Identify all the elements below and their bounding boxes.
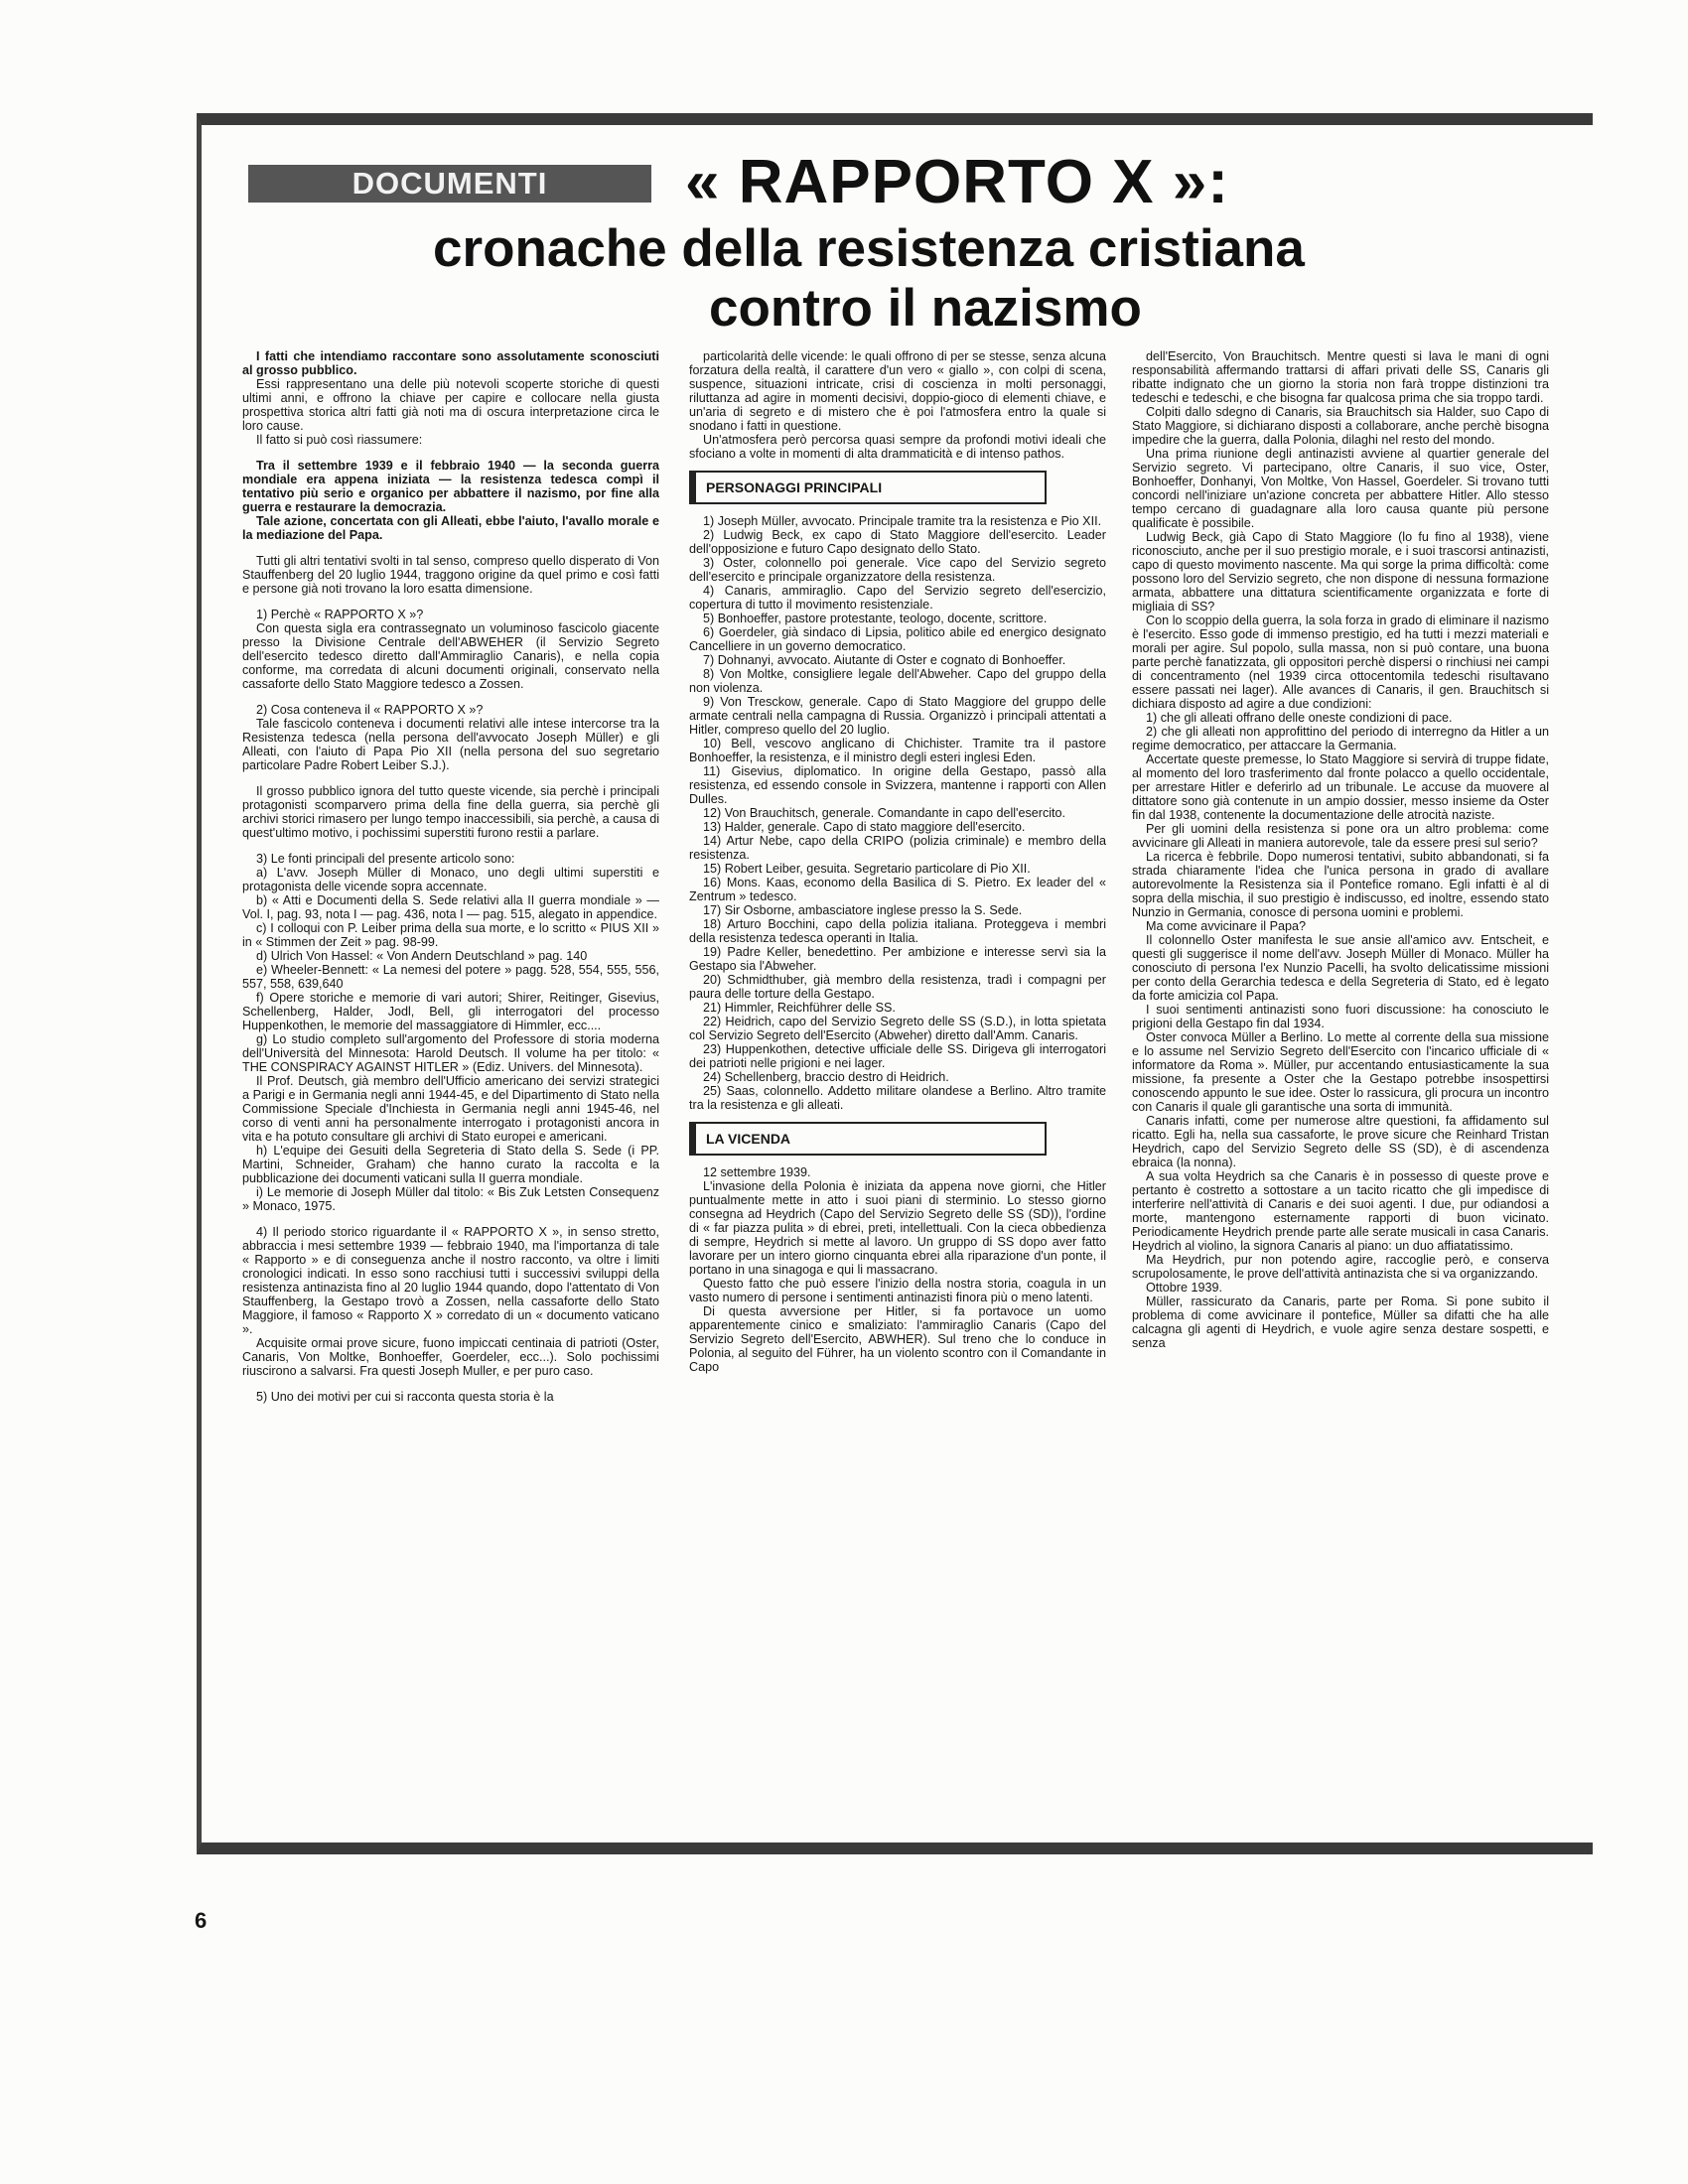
paragraph: Tale azione, concertata con gli Alleati, ebbe l'aiuto, l'avallo morale e la mediazione del Papa. xyxy=(242,514,659,542)
list-item: 2) Ludwig Beck, ex capo di Stato Maggiore dell'esercito. Leader dell'opposizione e futuro Capo designato dello Stato. xyxy=(689,528,1106,556)
paragraph: b) « Atti e Documenti della S. Sede relativi alla II guerra mondiale » — Vol. I, pag. 93, nota I — pag. 436, nota I — pag. 515, alegato in appendice. xyxy=(242,893,659,921)
list-item: 23) Huppenkothen, detective ufficiale delle SS. Dirigeva gli interrogatori dei patrioti nelle prigioni e nei lager. xyxy=(689,1042,1106,1070)
list-item: 6) Goerdeler, già sindaco di Lipsia, politico abile ed energico designato Cancelliere in un governo democratico. xyxy=(689,625,1106,653)
paragraph: Con lo scoppio della guerra, la sola forza in grado di eliminare il nazismo è l'esercito. Esso gode di immenso prestigio, ed ha tutti i mezzi materiali e morali per agire. Sul popolo, sulla massa, non si può contare, una buona parte perchè fanatizzata, gli oppositori perchè dispersi o rinchiusi nei campi di concentramento (nel 1939 circa ottocentomila tedeschi risultavano essere passati nei lager). Alle avances di Canaris, il gen. Brauchitsch si dichiara disposto ad agire a due condizioni: xyxy=(1132,614,1549,711)
paragraph: 3) Le fonti principali del presente articolo sono: xyxy=(256,852,515,866)
section-heading-personaggi: PERSONAGGI PRINCIPALI xyxy=(689,471,1047,504)
paragraph: Per gli uomini della resistenza si pone ora un altro problema: come avvicinare gli Alleati in maniera autorevole, tale da essere presi sul serio? xyxy=(1132,822,1549,850)
paragraph: e) Wheeler-Bennett: « La nemesi del potere » pagg. 528, 554, 555, 556, 557, 558, 639,640 xyxy=(242,963,659,991)
list-item: 16) Mons. Kaas, economo della Basilica di S. Pietro. Ex leader del « Zentrum » tedesco. xyxy=(689,876,1106,903)
article-title: « RAPPORTO X »: xyxy=(685,148,1229,216)
paragraph: Canaris infatti, come per numerose altre questioni, fa affidamento sul ricatto. Egli ha, nella sua cassaforte, le prove sicure che Reinhard Tristan Heydrich, capo del Servizio Segreto delle SS (SD), è di ascendenza ebraica (la nonna). xyxy=(1132,1114,1549,1169)
paragraph: A sua volta Heydrich sa che Canaris è in possesso di queste prove e pertanto è costretto a sottostare a un tacito ricatto che gli impedisce di interferire nell'attività di Canaris e dei suoi agenti. I due, pur odiandosi a morte, mantengono esternamente rapporti di buon vicinato. Periodicamente Heydrich prende parte alle serate musicali in casa Canaris. Heydrich al violino, la signora Canaris al piano: un duo affiatatissimo. xyxy=(1132,1169,1549,1253)
paragraph: 5) Uno dei motivi per cui si racconta questa storia è la xyxy=(256,1390,554,1404)
paragraph: Oster convoca Müller a Berlino. Lo mette al corrente della sua missione e lo assume nel Servizio Segreto dell'Esercito con l'incarico ufficiale di « informatore da Roma ». Müller, pur accentando entusiasticamente la sua missione, fa presente a Oster che la Gestapo potrebbe insospettirsi conoscendo appunto le sue idee. Oster lo rassicura, gli procura un incontro con Canaris il quale gli garantische una sorta di immunità. xyxy=(1132,1030,1549,1114)
list-item: 9) Von Tresckow, generale. Capo di Stato Maggiore del gruppo delle armate centrali nella campagna di Russia. Organizzò i principali attentati a Hitler, compreso quello del 20 luglio. xyxy=(689,695,1106,737)
paragraph: c) I colloqui con P. Leiber prima della sua morte, e lo scritto « PIUS XII » in « Stimmen der Zeit » pag. 98-99. xyxy=(242,921,659,949)
paragraph: 4) Il periodo storico riguardante il « RAPPORTO X », in senso stretto, abbraccia i mesi settembre 1939 — febbraio 1940, ma l'importanza di tale « Rapporto » e di conseguenza anche il nostro racconto, va oltre i limiti cronologici indicati. In esso sono racchiusi tutti i successivi sviluppi della resistenza antinazista fino al 20 luglio 1944 quando, dopo l'attentato di Von Stauffenberg, la Gestapo trovò a Zossen, nella cassaforte dello Stato Maggiore, il famoso « Rapporto X » corredato di un « documento vaticano ». xyxy=(242,1225,659,1336)
paragraph: Ma Heydrich, pur non potendo agire, raccoglie però, e conserva scrupolosamente, le prove dell'attività antinazista che si va organizzando. xyxy=(1132,1253,1549,1281)
paragraph: Il fatto si può così riassumere: xyxy=(256,433,423,447)
paragraph: Accertate queste premesse, lo Stato Maggiore si servirà di truppe fidate, al momento del loro trasferimento dal fronte polacco a quello occidentale, per arrestare Hitler e deferirlo ad un tribunale. Le accuse da muovere al dittatore sono già contenute in un ampio dossier, messo insieme da Oster fin dal 1938, contenente la documentazione delle atrocità naziste. xyxy=(1132,752,1549,822)
list-item: 25) Saas, colonnello. Addetto militare olandese a Berlino. Altro tramite tra la resistenza e gli alleati. xyxy=(689,1084,1106,1112)
paragraph: a) L'avv. Joseph Müller di Monaco, uno degli ultimi superstiti e protagonista delle vicende sopra accennate. xyxy=(242,866,659,893)
paragraph: La ricerca è febbrile. Dopo numerosi tentativi, subito abbandonati, si fa strada chiaramente l'idea che l'unica persona in grado di avallare autorevolmente la Resistenza sia il Pontefice romano. Egli infatti è al di sopra della mischia, il suo prestigio è indiscusso, ed inoltre, essendo stato Nunzio in Germania, conosce di persona uomini e problemi. xyxy=(1132,850,1549,919)
column-1 xyxy=(242,349,659,1404)
paragraph: Il Prof. Deutsch, già membro dell'Ufficio americano dei servizi strategici a Parigi e in Germania negli anni 1944-45, e del Dipartimento di Stato nella Commissione Speciale d'Inchiesta in Germania negli anni 1945-46, nel corso di venti anni ha personalmente interrogato i protagonisti ancora in vita e ha potuto consultare gli archivi di Stato europei e americani. xyxy=(242,1074,659,1144)
paragraph: Tra il settembre 1939 e il febbraio 1940 — la seconda guerra mondiale era appena iniziata — la resistenza tedesca compì il tentativo più serio e organico per abbattere il nazismo, por fine alla guerra e restaurare la democrazia. xyxy=(242,459,659,514)
paragraph: g) Lo studio completo sull'argomento del Professore di storia moderna dell'Università del Minnesota: Harold Deutsch. Il volume ha per titolo: « THE CONSPIRACY AGAINST HITLER » (Ediz. Univers. del Minnesota). xyxy=(242,1032,659,1074)
column-2 xyxy=(689,349,1106,1374)
paragraph: I suoi sentimenti antinazisti sono fuori discussione: ha conosciuto le prigioni della Gestapo fin dal 1934. xyxy=(1132,1003,1549,1030)
paragraph: Una prima riunione degli antinazisti avviene al quartier generale del Servizio segreto. Vi partecipano, oltre Canaris, il suo vice, Oster, Bonhoeffer, Donhanyi, Von Moltke, Von Hassel, Goerdeler. Si trovano tutti concordi nell'iniziare un'azione concreta per abbattere Hitler. Allo stesso tempo cercano di guadagnare alla loro causa quante più persone qualificate è possibile. xyxy=(1132,447,1549,530)
list-item: 21) Himmler, Reichführer delle SS. xyxy=(703,1001,896,1015)
paragraph: Tale fascicolo conteneva i documenti relativi alle intese intercorse tra la Resistenza tedesca (nella persona dell'avvocato Joseph Müller) e gli Alleati, con l'aiuto di Papa Pio XII (nella persona del suo segretario particolare Padre Robert Leiber S.J.). xyxy=(242,717,659,772)
list-item: 8) Von Moltke, consigliere legale dell'Abweher. Capo del gruppo della non violenza. xyxy=(689,667,1106,695)
paragraph: 2) Cosa conteneva il « RAPPORTO X »? xyxy=(256,703,484,717)
list-item: 10) Bell, vescovo anglicano di Chichister. Tramite tra il pastore Bonhoeffer, la resistenza, e il ministro degli esteri inglesi Eden. xyxy=(689,737,1106,764)
paragraph: i) Le memorie di Joseph Müller dal titolo: « Bis Zuk Letsten Consequenz » Monaco, 1975. xyxy=(242,1185,659,1213)
paragraph: 1) che gli alleati offrano delle oneste condizioni di pace. xyxy=(1146,711,1453,725)
paragraph: Questo fatto che può essere l'inizio della nostra storia, coagula in un vasto numero di persone i sentimenti antinazisti finora più o meno latenti. xyxy=(689,1277,1106,1304)
paragraph: 12 settembre 1939. xyxy=(703,1165,811,1179)
paragraph: Con questa sigla era contrassegnato un voluminoso fascicolo giacente presso la Divisione Centrale dell'ABWEHER (il Servizio Segreto dell'esercito tedesco diretto dall'Ammiraglio Canaris), e nella copia conforme, ma corredata di alcuni documenti originali, conservato nella cassaforte dello Stato Maggiore tedesco a Zossen. xyxy=(242,621,659,691)
article-subtitle-line2: contro il nazismo xyxy=(709,279,1142,338)
list-item: 19) Padre Keller, benedettino. Per ambizione e interesse servì sia la Gestapo sia l'Abweher. xyxy=(689,945,1106,973)
list-item: 3) Oster, colonnello poi generale. Vice capo del Servizio segreto dell'esercito e principale organizzatore della resistenza. xyxy=(689,556,1106,584)
paragraph: 2) che gli alleati non approfittino del periodo di interregno da Hitler a un regime democratico, per attaccare la Germania. xyxy=(1132,725,1549,752)
article-subtitle-line1: cronache della resistenza cristiana xyxy=(433,219,1305,278)
paragraph: Essi rappresentano una delle più notevoli scoperte storiche di questi ultimi anni, e offrono la chiave per capire e collocare nella giusta prospettiva storica altri fatti già noti ma di oscura interpretazione circa le loro cause. xyxy=(242,377,659,433)
paragraph: Il grosso pubblico ignora del tutto queste vicende, sia perchè i principali protagonisti scomparvero prima della fine della guerra, sia perchè gli archivi storici rimasero per lungo tempo inaccessibili, sia perchè, a causa di quest'ultimo motivo, i pochissimi superstiti furono restii a parlare. xyxy=(242,784,659,840)
column-3 xyxy=(1132,349,1549,1350)
paragraph: Müller, rassicurato da Canaris, parte per Roma. Si pone subito il problema di come avvicinare il pontefice, Müller sa difatti che ha alle calcagna gli agenti di Heydrich, e vuole agire senza destare sospetti, e senza xyxy=(1132,1295,1549,1350)
paragraph: Colpiti dallo sdegno di Canaris, sia Brauchitsch sia Halder, suo Capo di Stato Maggiore, si dichiarano disposti a collaborare, anche perchè bisogna impedire che la guerra, dalla Polonia, dilaghi nel resto del mondo. xyxy=(1132,405,1549,447)
list-item: 14) Artur Nebe, capo della CRIPO (polizia criminale) e membro della resistenza. xyxy=(689,834,1106,862)
section-heading-vicenda: LA VICENDA xyxy=(689,1122,1047,1156)
paragraph: Ma come avvicinare il Papa? xyxy=(1146,919,1306,933)
paragraph: particolarità delle vicende: le quali offrono di per se stesse, senza alcuna forzatura della realtà, il carattere d'un vero « giallo », con colpi di scena, suspence, situazioni intricate, crisi di coscienza in molti personaggi, riluttanza ad agire in momenti decisivi, doppio-gioco di elementi chiave, e un'aria di segreto e di mistero che è poi l'atmosfera entro la quale si snodano i fatti in questione. xyxy=(689,349,1106,433)
list-item: 7) Dohnanyi, avvocato. Aiutante di Oster e cognato di Bonhoeffer. xyxy=(703,653,1066,667)
paragraph: Acquisite ormai prove sicure, fuono impiccati centinaia di patrioti (Oster, Canaris, Von Moltke, Bonhoeffer, Goerdeler, ecc...). Solo pochissimi riuscirono a salvarsi. Fra questi Joseph Muller, e per puro caso. xyxy=(242,1336,659,1378)
paragraph: Ludwig Beck, già Capo di Stato Maggiore (lo fu fino al 1938), viene riconosciuto, anche per il suo prestigio morale, e i suoi trascorsi antinazisti, capo di questo movimento nascente. Ma qui sorge la prima difficoltà: come possono loro del Servizio segreto, che non dispone di nessuna formazione armata, abbattere una dittatura scientificamente organizzata e forte di migliaia di SS? xyxy=(1132,530,1549,614)
paragraph: Ottobre 1939. xyxy=(1146,1281,1223,1295)
section-tag: DOCUMENTI xyxy=(248,165,651,203)
paragraph: Di questa avversione per Hitler, si fa portavoce un uomo apparentemente cinico e smaliziato: l'ammiraglio Canaris (Capo del Servizio Segreto dell'Esercito, ABWHER). Sul treno che lo conduce in Polonia, al seguito del Führer, ha un violento scontro con il Comandante in Capo xyxy=(689,1304,1106,1374)
paragraph: I fatti che intendiamo raccontare sono assolutamente sconosciuti al grosso pubblico. xyxy=(242,349,659,377)
paragraph: Un'atmosfera però percorsa quasi sempre da profondi motivi ideali che sfociano a volte in momenti di alta drammaticità e di intenso pathos. xyxy=(689,433,1106,461)
list-item: 4) Canaris, ammiraglio. Capo del Servizio segreto dell'esercizio, copertura di tutto il movimento resistenziale. xyxy=(689,584,1106,612)
list-item: 20) Schmidthuber, già membro della resistenza, tradì i compagni per paura delle torture della Gestapo. xyxy=(689,973,1106,1001)
list-item: 11) Gisevius, diplomatico. In origine della Gestapo, passò alla resistenza, ed essendo console in Svizzera, mantenne i rapporti con Allen Dulles. xyxy=(689,764,1106,806)
paragraph: L'invasione della Polonia è iniziata da appena nove giorni, che Hitler puntualmente mette in atto i suoi piani di sterminio. Lo stesso giorno consegna ad Heydrich (Capo del Servizio Segreto delle SS (SD)), l'ordine di « far piazza pulita » di ebrei, preti, intellettuali. Con la cieca obbedienza di sempre, Heydrich si mette al lavoro. Un gruppo di SS dopo aver fatto lavorare per un intero giorno cinquanta ebrei alla riparazione d'un ponte, il portano in una sinagoga e qui li massacrano. xyxy=(689,1179,1106,1277)
list-item: 15) Robert Leiber, gesuita. Segretario particolare di Pio XII. xyxy=(703,862,1031,876)
list-item: 5) Bonhoeffer, pastore protestante, teologo, docente, scrittore. xyxy=(703,612,1048,625)
list-item: 17) Sir Osborne, ambasciatore inglese presso la S. Sede. xyxy=(703,903,1023,917)
paragraph: d) Ulrich Von Hassel: « Von Andern Deutschland » pag. 140 xyxy=(256,949,588,963)
list-item: 13) Halder, generale. Capo di stato maggiore dell'esercito. xyxy=(703,820,1026,834)
list-item: 18) Arturo Bocchini, capo della polizia italiana. Proteggeva i membri della resistenza tedesca operanti in Italia. xyxy=(689,917,1106,945)
paragraph: Tutti gli altri tentativi svolti in tal senso, compreso quello disperato di Von Stauffenberg del 20 luglio 1944, traggono origine da quel primo e così fatti e persone già noti trovano la loro esatta dimensione. xyxy=(242,554,659,596)
paragraph: f) Opere storiche e memorie di vari autori; Shirer, Reitinger, Gisevius, Schellenberg, Halder, Jodl, Bell, gli interrogatori del processo Huppenkothen, le memorie del massaggiatore di Himmler, ecc.... xyxy=(242,991,659,1032)
paragraph: dell'Esercito, Von Brauchitsch. Mentre questi si lava le mani di ogni responsabilità affermando trattarsi di affari privati delle SS, Canaris gli ribatte indignato che un giorno la storia non farà troppe distinzioni tra tedeschi e tedeschi, e che bisogna far qualcosa prima che sia troppo tardi. xyxy=(1132,349,1549,405)
list-item: 1) Joseph Müller, avvocato. Principale tramite tra la resistenza e Pio XII. xyxy=(703,514,1102,528)
page-number: 6 xyxy=(195,1908,208,1933)
list-item: 22) Heidrich, capo del Servizio Segreto delle SS (S.D.), in lotta spietata col Servizio Segreto dell'Esercito (Abweher) diretto dall'Amm. Canaris. xyxy=(689,1015,1106,1042)
paragraph: Il colonnello Oster manifesta le sue ansie all'amico avv. Entscheit, e questi gli suggerisce il nome dell'avv. Joseph Müller di Monaco. Müller ha conosciuto di persona l'ex Nunzio Pacelli, ha svolto delicatissime missioni per conto della Gerarchia tedesca e della Segreteria di Stato, ed è legato da forte amicizia col Papa. xyxy=(1132,933,1549,1003)
list-item: 12) Von Brauchitsch, generale. Comandante in capo dell'esercito. xyxy=(703,806,1066,820)
paragraph: h) L'equipe dei Gesuiti della Segreteria di Stato della S. Sede (i PP. Martini, Schneider, Graham) che hanno curato la raccolta e la pubblicazione dei documenti vaticani sulla II guerra mondiale. xyxy=(242,1144,659,1185)
list-item: 24) Schellenberg, braccio destro di Heidrich. xyxy=(703,1070,949,1084)
paragraph: 1) Perchè « RAPPORTO X »? xyxy=(256,608,424,621)
